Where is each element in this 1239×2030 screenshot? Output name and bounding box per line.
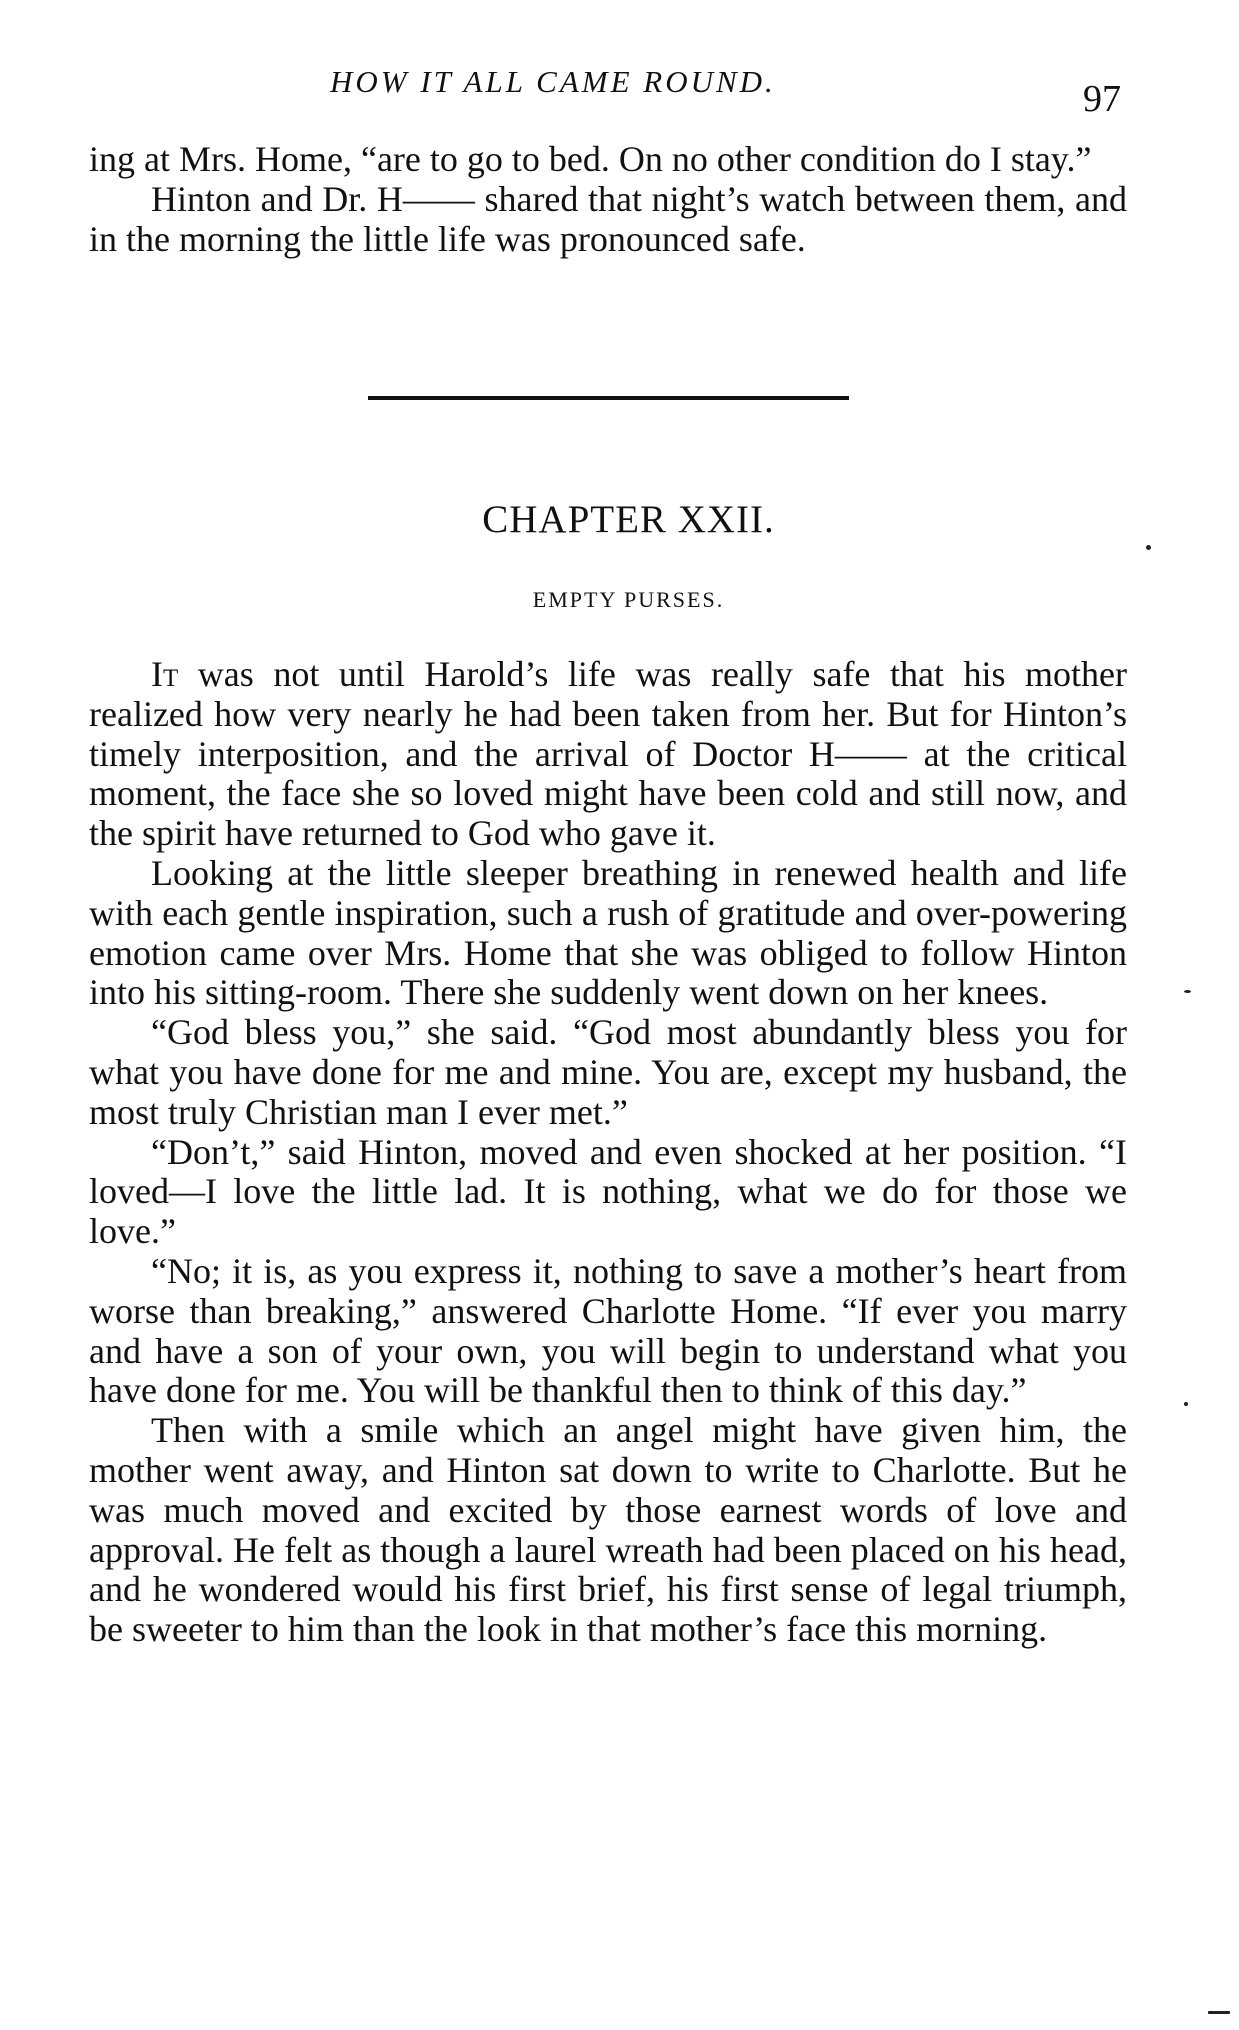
ink-speck: [1208, 2011, 1230, 2014]
paragraph: Then with a smile which an angel might have given him, the mother went away, and Hinton sat down to write to Charlotte. But he was much moved and excited by those earnest words of love and approval. He felt as though a laurel wreath had been placed on his head, and he wondered would his first brief, his first sense of legal triumph, be sweeter to him than the look in that mother’s face this morning.: [89, 1410, 1127, 1650]
chapter-heading: CHAPTER XXII.: [482, 498, 775, 541]
ink-speck: [1184, 1402, 1188, 1406]
page-number: 97: [1083, 78, 1121, 120]
running-title: HOW IT ALL CAME ROUND.: [330, 64, 776, 99]
paragraph: [89, 655, 1127, 854]
paragraph: ing at Mrs. Home, “are to go to bed. On no other condition do I stay.”: [89, 139, 1092, 179]
section-divider: [368, 396, 849, 400]
drop-word: It: [151, 654, 179, 694]
ink-speck: [1184, 990, 1191, 993]
paragraph-text: was not until Harold’s life was really safe that his mother realized how very nearly he had been taken from her. But for Hinton’s timely interposition, and the arrival of Doctor H—— at the critical moment, the face she so loved might have been cold and still now, and the spirit have returned to God who gave it.: [89, 654, 1127, 854]
continued-text: [89, 140, 1127, 259]
chapter-subtitle: EMPTY PURSES.: [532, 587, 725, 612]
paragraph: Looking at the little sleeper breathing in renewed health and life with each gentle inspiration, such a rush of gratitude and over-powering emotion came over Mrs. Home that she was obliged to follow Hinton into his sitting-room. There she suddenly went down on her knees.: [89, 852, 1127, 1013]
chapter-body: [89, 655, 1127, 1650]
paragraph: Hinton and Dr. H—— shared that night’s watch between them, and in the morning the little life was pronounced safe.: [89, 178, 1127, 259]
paragraph: “Don’t,” said Hinton, moved and even shocked at her position. “I loved—I love the little lad. It is nothing, what we do for those we love.”: [89, 1131, 1127, 1252]
ink-speck: [1146, 545, 1151, 550]
paragraph: “No; it is, as you express it, nothing to save a mother’s heart from worse than breaking,” answered Charlotte Home. “If ever you marry and have a son of your own, you will begin to understand what you have done for me. You will be thankful then to think of this day.”: [89, 1250, 1127, 1411]
paragraph: “God bless you,” she said. “God most abundantly bless you for what you have done for me and mine. You are, except my husband, the most truly Christian man I ever met.”: [89, 1012, 1127, 1132]
